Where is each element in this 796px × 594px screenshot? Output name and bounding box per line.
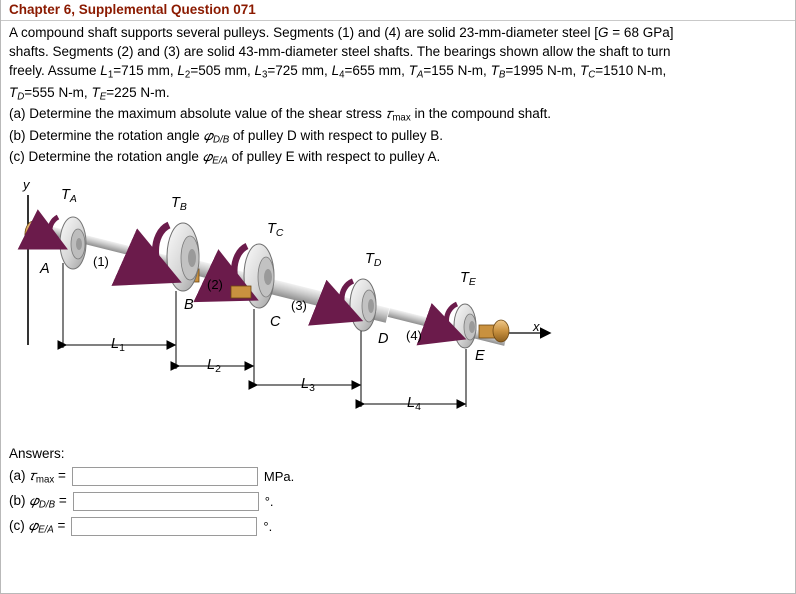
bearing-C [231,286,251,298]
pulley-E [454,304,476,348]
torque-label-D: $T_D$ [365,251,382,270]
shear-modulus-symbol: G [598,25,609,40]
answers-heading: Answers: [9,446,65,462]
problem-line-1-text: A compound shaft supports several pulleys. Segments (1) and (4) are solid 23-mm-diameter steel [ [9,25,599,40]
shaft-figure-svg [1,173,796,438]
part-b-tail: of pulley D with respect to pulley B. [229,127,444,143]
answer-b-input[interactable] [73,492,259,511]
segment-label-1: (1) [93,254,109,270]
value-TE: =225 N-m. [106,84,170,100]
value-L3: =725 mm, [267,62,328,78]
problem-part-a: (a) Determine the maximum absolute value of the shear stress 𝜏$_{max}$ in the compound shaft. [9,106,552,124]
answer-a-label: (a) 𝜏$_{max}$ = [9,467,66,486]
value-TB: =1995 N-m, [505,62,577,78]
problem-line-4: $T_D=555$ N-m, $T_E=225$ N-m. [9,84,170,103]
point-label-B: B [184,297,194,314]
torque-label-A: $T_A$ [61,187,77,206]
segment-label-2: (2) [207,277,223,293]
question-header [1,0,795,21]
answer-row-c [1,511,795,536]
answer-a-input[interactable] [72,467,258,486]
answer-row-a [1,461,795,486]
pulley-D [350,279,376,331]
shaft-figure [1,173,796,438]
problem-part-b: (b) Determine the rotation angle 𝜑$_{D/B}$ of pulley D with respect to pulley B. [9,127,444,146]
point-label-C: C [270,314,281,331]
part-b-text: (b) Determine the rotation angle [9,127,204,143]
part-a-tail: in the compound shaft. [410,106,552,122]
answer-c-input[interactable] [71,517,257,536]
segment-label-4: (4) [406,328,422,344]
page-title: Chapter 6, Supplemental Question 071 [9,2,256,17]
torque-label-B: $T_B$ [171,195,187,214]
torque-label-C: $T_C$ [267,221,284,240]
point-label-E: E [475,348,485,365]
value-TD: =555 N-m, [24,84,88,100]
value-TC: =1510 N-m, [595,62,667,78]
value-L2: =505 mm, [190,62,251,78]
answer-row-b [1,486,795,511]
problem-part-c: (c) Determine the rotation angle 𝜑$_{E/A}$ of pulley E with respect to pulley A. [9,149,441,168]
pulley-A [60,217,86,269]
answer-c-unit: °. [263,519,273,535]
axis-y-label: y [23,177,30,193]
torque-label-E: $T_E$ [460,270,476,289]
problem-line-2: shafts. Segments (2) and (3) are solid 43-mm-diameter steel shafts. The bearings shown allow the shaft to turn [9,43,671,59]
length-label-L2: $L_2$ [207,357,221,376]
value-L1: =715 mm, [113,62,174,78]
length-label-L4: $L_4$ [407,395,421,414]
problem-line-1 [9,24,787,42]
value-L4: =655 mm, [344,62,405,78]
point-label-A: A [40,261,50,278]
segment-label-3: (3) [291,298,307,314]
value-TA: =155 N-m, [423,62,487,78]
problem-line-3: freely. Assume $L_1=715$ mm, $L_2=505$ mm, $L_3=725$ mm, $L_4=655$ mm, $T_A=155$ N-m, $T_B=1995$ N-m, $T_C=1510$ N-m, [9,62,667,81]
assume-text: freely. Assume [9,62,101,78]
answer-b-unit: °. [264,494,274,510]
length-label-L3: $L_3$ [301,376,315,395]
part-a-text: (a) Determine the maximum absolute value of the shear stress [9,106,386,122]
part-c-text: (c) Determine the rotation angle [9,149,203,165]
problem-line-1-tail: = 68 GPa] [608,25,674,40]
answer-b-label: (b) 𝜑$_{D/B}$ = [9,492,67,511]
length-label-L1: $L_1$ [111,336,125,355]
answer-a-unit: MPa. [263,469,295,485]
pulley-B [167,223,199,291]
axis-x-label: x [533,319,540,335]
answer-c-label: (c) 𝜑$_{E/A}$ = [9,517,66,536]
point-label-D: D [378,331,389,348]
part-c-tail: of pulley E with respect to pulley A. [227,149,441,165]
problem-statement [1,21,795,169]
